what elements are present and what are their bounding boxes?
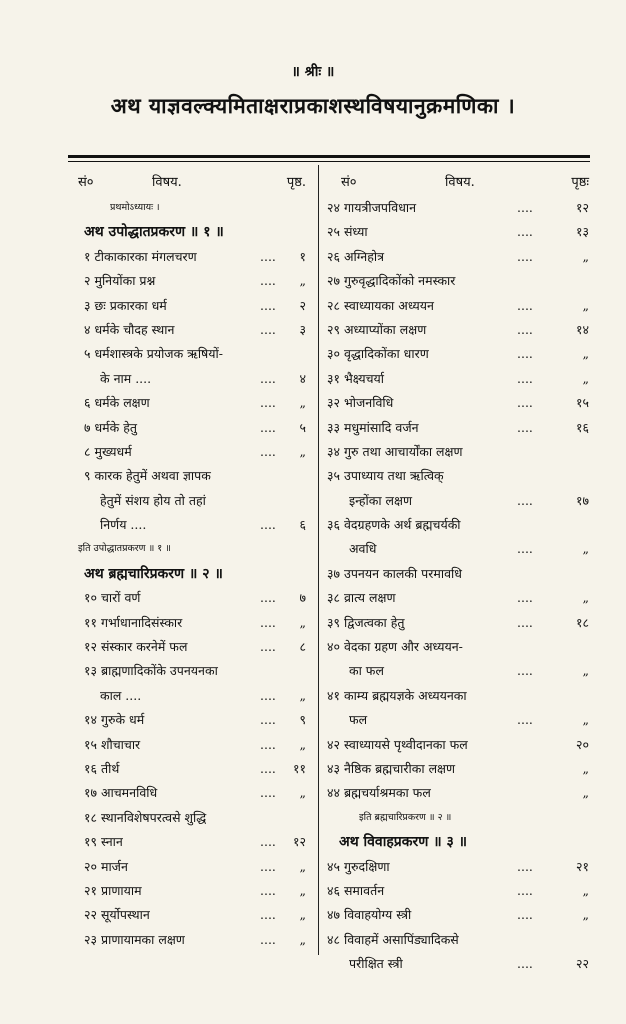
page-number: ६	[299, 517, 306, 533]
leader-dots: ....	[517, 370, 533, 386]
entry-text: ४४ ब्रह्मचर्याश्रमका फल	[327, 785, 431, 801]
entry-text: फल	[349, 712, 368, 728]
right-entry-list	[325, 196, 593, 977]
entry-text: ४८ विवाहमें असापिंड्यादिकसे	[327, 931, 459, 947]
page-number: „	[582, 370, 589, 386]
page-number: १८	[575, 614, 589, 630]
page-number: २०	[575, 736, 589, 752]
entry-text: २ मुनियोंका प्रश्न	[84, 273, 156, 289]
entry-text: १८ स्थानविशेषपरत्वसे शुद्धि	[84, 809, 207, 825]
entry-text: ३७ उपनयन कालकी परमावधि	[327, 565, 462, 581]
entry-text: अथ उपोद्धातप्रकरण ॥ १ ॥	[84, 224, 224, 241]
page-number: „	[582, 785, 589, 801]
index-entry	[70, 513, 310, 537]
page-number: „	[299, 443, 306, 459]
index-entry	[325, 611, 593, 635]
leader-dots: ....	[260, 639, 276, 655]
page-number: „	[582, 663, 589, 679]
index-entry	[325, 757, 593, 781]
entry-text: ३४ गुरु तथा आचार्योंका लक्षण	[327, 443, 463, 459]
entry-text: ४३ नैष्ठिक ब्रह्मचारीका लक्षण	[327, 760, 456, 776]
entry-text: २५ संध्या	[327, 224, 368, 240]
page-number: ३	[299, 321, 306, 337]
leader-dots: ....	[517, 882, 533, 898]
page-number: ९	[299, 712, 306, 728]
index-entry	[325, 416, 593, 440]
left-entry-list	[70, 196, 310, 952]
entry-text: २६ अग्निहोत्र	[327, 248, 384, 264]
entry-text: परीक्षित स्त्री	[349, 956, 403, 972]
leader-dots: ....	[517, 712, 533, 728]
index-entry	[70, 416, 310, 440]
column-header-subject: विषय.	[445, 175, 475, 190]
page-number: „	[299, 395, 306, 411]
page-number: „	[299, 736, 306, 752]
section-heading	[70, 562, 310, 586]
index-entry	[70, 659, 310, 683]
page-number: १६	[575, 419, 589, 435]
leader-dots: ....	[260, 907, 276, 923]
entry-text: अवधि	[349, 541, 377, 557]
entry-text: अथ विवाहप्रकरण ॥ ३ ॥	[339, 834, 468, 851]
index-entry	[70, 684, 310, 708]
leader-dots: ....	[260, 736, 276, 752]
entry-text: ४२ स्वाध्यायसे पृथ्वीदानका फल	[327, 736, 468, 752]
leader-dots: ....	[517, 492, 533, 508]
header-rule-thin	[68, 161, 590, 162]
index-entry	[325, 367, 593, 391]
index-entry	[325, 513, 593, 537]
index-entry	[70, 830, 310, 854]
section-heading	[325, 830, 593, 854]
index-entry	[325, 952, 593, 976]
index-entry	[70, 391, 310, 415]
page-number: २२	[575, 956, 589, 972]
index-entry	[325, 269, 593, 293]
index-entry	[70, 879, 310, 903]
header-rule-thick	[68, 155, 590, 158]
leader-dots: ....	[517, 200, 533, 215]
entry-text: इति ब्रह्मचारिप्रकरण ॥ २ ॥	[359, 811, 452, 823]
entry-text: २७ गुरुवृद्धादिकोंको नमस्कार	[327, 273, 456, 289]
page-number: „	[299, 273, 306, 289]
index-entry	[325, 391, 593, 415]
index-entry	[70, 318, 310, 342]
page-number: „	[582, 760, 589, 776]
page-number: १४	[575, 321, 589, 337]
page-number: १२	[292, 834, 306, 850]
index-entry	[70, 708, 310, 732]
entry-text: इति उपोद्धातप्रकरण ॥ १ ॥	[78, 543, 171, 555]
leader-dots: ....	[260, 590, 276, 606]
entry-text: ४७ विवाहयोग्य स्त्री	[327, 907, 412, 923]
page-number: „	[299, 785, 306, 801]
leader-dots: ....	[517, 907, 533, 923]
leader-dots: ....	[517, 858, 533, 874]
entry-text: ५ धर्मशास्त्रके प्रयोजक ऋषियों-	[84, 346, 223, 362]
page-number: १७	[575, 492, 589, 508]
entry-text: ३० वृद्धादिकोंका धारण	[327, 346, 429, 362]
page-number: ४	[299, 370, 306, 386]
index-entry	[70, 489, 310, 513]
index-entry	[325, 245, 593, 269]
leader-dots: ....	[260, 321, 276, 337]
index-entry	[325, 635, 593, 659]
entry-text: ६ धर्मके लक्षण	[84, 395, 150, 411]
entry-text: १२ संस्कार करनेमें फल	[84, 639, 188, 655]
section-heading	[70, 220, 310, 244]
index-entry	[325, 879, 593, 903]
left-column	[70, 172, 310, 952]
leader-dots: ....	[517, 346, 533, 362]
index-entry	[325, 855, 593, 879]
leader-dots: ....	[517, 590, 533, 606]
leader-dots: ....	[517, 224, 533, 240]
page-number: १२	[575, 200, 589, 215]
leader-dots: ....	[517, 541, 533, 557]
page-number: १	[299, 248, 306, 264]
leader-dots: ....	[517, 956, 533, 972]
index-entry	[70, 367, 310, 391]
entry-text: का फल	[349, 663, 384, 679]
index-entry	[325, 562, 593, 586]
index-entry	[70, 464, 310, 488]
index-entry	[70, 928, 310, 952]
entry-text: १५ शौचाचार	[84, 736, 141, 752]
entry-text: १३ ब्राह्मणादिकोंके उपनयनका	[84, 663, 218, 679]
leader-dots: ....	[260, 297, 276, 313]
page-number: „	[299, 614, 306, 630]
index-entry	[325, 659, 593, 683]
page-number: „	[299, 907, 306, 923]
entry-text: २० मार्जन	[84, 858, 128, 874]
entry-text: ८ मुख्यधर्म	[84, 443, 132, 459]
section-note	[70, 196, 310, 220]
entry-text: १४ गुरुके धर्म	[84, 712, 145, 728]
index-entry	[325, 318, 593, 342]
leader-dots: ....	[260, 248, 276, 264]
entry-text: ९ कारक हेतुमें अथवा ज्ञापक	[84, 468, 211, 484]
leader-dots: ....	[260, 395, 276, 411]
leader-dots: ....	[260, 443, 276, 459]
leader-dots: ....	[260, 834, 276, 850]
index-entry	[70, 635, 310, 659]
index-entry	[70, 342, 310, 366]
leader-dots: ....	[260, 882, 276, 898]
entry-text: १९ स्नान	[84, 834, 123, 850]
column-header-number: सं०	[78, 175, 94, 190]
leader-dots: ....	[260, 419, 276, 435]
entry-text: २९ अध्याप्योंका लक्षण	[327, 321, 427, 337]
page-number: ११	[292, 760, 306, 776]
leader-dots: ....	[260, 273, 276, 289]
entry-text: २८ स्वाध्यायका अध्ययन	[327, 297, 434, 313]
right-column	[325, 172, 593, 977]
leader-dots: ....	[517, 321, 533, 337]
entry-text: प्रथमोऽध्यायः ।	[110, 202, 160, 213]
page-number: २	[299, 297, 306, 313]
index-entry	[325, 196, 593, 220]
entry-text: १७ आचमनविधि	[84, 785, 158, 801]
leader-dots: ....	[260, 931, 276, 947]
entry-text: ३ छः प्रकारका धर्म	[84, 297, 167, 313]
page-number: „	[299, 687, 306, 703]
index-entry	[325, 684, 593, 708]
entry-text: २३ प्राणायामका लक्षण	[84, 931, 185, 947]
leader-dots: ....	[517, 614, 533, 630]
entry-text: इन्होंका लक्षण	[349, 492, 413, 508]
index-entry	[70, 586, 310, 610]
entry-text: ३१ भैक्ष्यचर्या	[327, 370, 384, 386]
leader-dots: ....	[517, 297, 533, 313]
index-entry	[325, 708, 593, 732]
page-number: „	[582, 346, 589, 362]
page-number: „	[582, 712, 589, 728]
page-number: „	[299, 882, 306, 898]
section-note	[325, 806, 593, 830]
column-divider	[318, 165, 319, 955]
entry-text: ३२ भोजनविधि	[327, 395, 394, 411]
column-header-subject: विषय.	[152, 175, 182, 190]
entry-text: ३६ वेदग्रहणके अर्थ ब्रह्मचर्यकी	[327, 517, 461, 533]
section-note	[70, 537, 310, 561]
column-header-number: सं०	[341, 175, 357, 190]
entry-text: ३५ उपाध्याय तथा ऋत्विक्	[327, 468, 444, 484]
entry-text: २१ प्राणायाम	[84, 882, 142, 898]
index-entry	[70, 855, 310, 879]
index-entry	[325, 586, 593, 610]
leader-dots: ....	[260, 760, 276, 776]
page-number: „	[582, 590, 589, 606]
index-entry	[325, 489, 593, 513]
entry-text: के नाम ....	[100, 370, 152, 386]
leader-dots: ....	[517, 395, 533, 411]
page-number: „	[582, 248, 589, 264]
page-number: „	[582, 882, 589, 898]
entry-text: ३८ व्रात्य लक्षण	[327, 590, 396, 606]
leader-dots: ....	[260, 370, 276, 386]
entry-text: अथ ब्रह्मचारिप्रकरण ॥ २ ॥	[84, 565, 223, 582]
entry-text: २२ सूर्योपस्थान	[84, 907, 150, 923]
column-header-page: पृष्ठ.	[286, 175, 306, 190]
page-number: „	[582, 541, 589, 557]
index-entry	[325, 294, 593, 318]
shree-invocation: ॥ श्रीः ॥	[291, 64, 335, 80]
page-number: „	[299, 931, 306, 947]
index-entry	[325, 342, 593, 366]
index-entry	[70, 269, 310, 293]
leader-dots: ....	[260, 858, 276, 874]
page-number: ५	[299, 419, 306, 435]
index-entry	[70, 440, 310, 464]
leader-dots: ....	[260, 785, 276, 801]
column-header-page: पृष्ठः	[571, 175, 589, 190]
entry-text: २४ गायत्रीजपविधान	[327, 200, 417, 215]
leader-dots: ....	[260, 687, 276, 703]
page-number: १५	[575, 395, 589, 411]
leader-dots: ....	[517, 248, 533, 264]
index-entry	[325, 440, 593, 464]
index-entry	[70, 611, 310, 635]
entry-text: काल ....	[100, 687, 142, 703]
index-entry	[325, 781, 593, 805]
index-entry	[70, 806, 310, 830]
index-entry	[70, 757, 310, 781]
leader-dots: ....	[260, 712, 276, 728]
entry-text: ३३ मधुमांसादि वर्जन	[327, 419, 419, 435]
entry-text: निर्णय ....	[100, 517, 147, 533]
right-column-header	[325, 172, 593, 196]
entry-text: ४६ समावर्तन	[327, 882, 385, 898]
page-number: १३	[575, 224, 589, 240]
entry-text: ४१ काम्य ब्रह्मयज्ञके अध्ययनका	[327, 687, 467, 703]
left-column-header	[70, 172, 310, 196]
entry-text: ४० वेदका ग्रहण और अध्ययन-	[327, 639, 463, 655]
index-entry	[325, 220, 593, 244]
index-entry	[70, 245, 310, 269]
index-entry	[70, 781, 310, 805]
index-entry	[70, 733, 310, 757]
leader-dots: ....	[260, 517, 276, 533]
index-entry	[325, 903, 593, 927]
leader-dots: ....	[517, 419, 533, 435]
entry-text: १ टीकाकारका मंगलचरण	[84, 248, 197, 264]
index-entry	[70, 903, 310, 927]
index-entry	[325, 928, 593, 952]
page-number: „	[582, 907, 589, 923]
index-entry	[325, 733, 593, 757]
entry-text: ७ धर्मके हेतु	[84, 419, 137, 435]
page-title: अथ याज्ञवल्क्यमिताक्षराप्रकाशस्थविषयानुक्रमणिका ।	[110, 93, 516, 118]
entry-text: ३९ द्विजत्वका हेतु	[327, 614, 405, 630]
page-number: „	[299, 858, 306, 874]
page-number: ८	[299, 639, 306, 655]
entry-text: हेतुमें संशय होय तो तहां	[100, 492, 206, 508]
entry-text: ११ गर्भाधानादिसंस्कार	[84, 614, 183, 630]
index-entry	[325, 537, 593, 561]
entry-text: ४५ गुरुदक्षिणा	[327, 858, 390, 874]
index-entry	[325, 464, 593, 488]
leader-dots: ....	[517, 663, 533, 679]
entry-text: १० चारों वर्ण	[84, 590, 141, 606]
page-number: ७	[299, 590, 306, 606]
page-number: २१	[575, 858, 589, 874]
entry-text: ४ धर्मके चौदह स्थान	[84, 321, 175, 337]
index-entry	[70, 294, 310, 318]
leader-dots: ....	[260, 614, 276, 630]
page-number: „	[582, 297, 589, 313]
entry-text: १६ तीर्थ	[84, 760, 120, 776]
